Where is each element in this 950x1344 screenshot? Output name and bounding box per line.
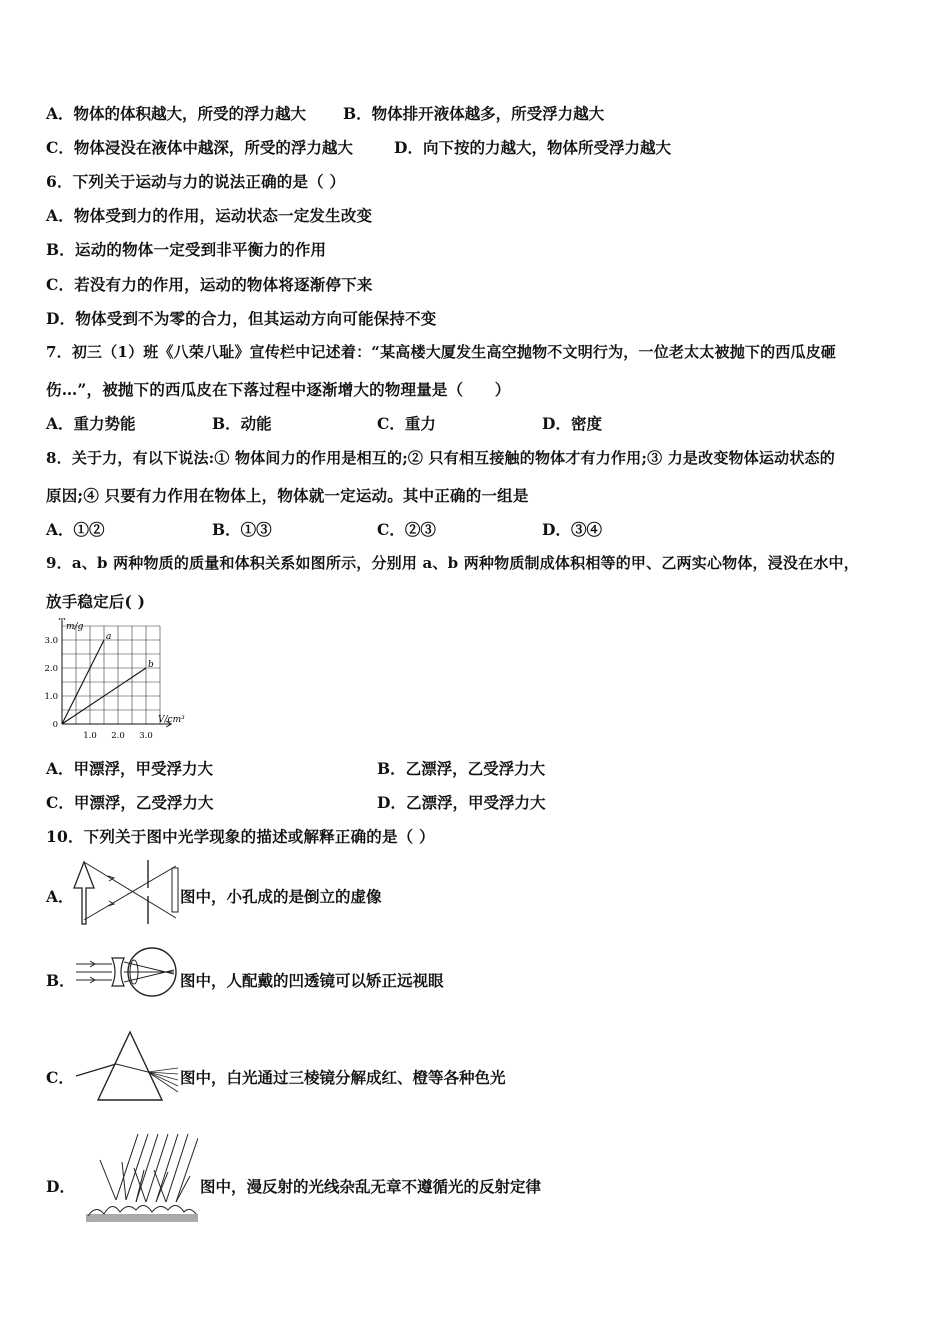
- q8-option-c: C．②③: [377, 520, 436, 539]
- q10-option-a-label: A．: [46, 887, 74, 906]
- chart-x-axis-label: V/cm³: [158, 715, 185, 725]
- q5-option-b: B．物体排开液体越多，所受浮力越大: [343, 104, 605, 123]
- q10-option-d-text: 图中，漫反射的光线杂乱无章不遵循光的反射定律: [200, 1177, 542, 1196]
- q8-option-a: A．①②: [46, 520, 105, 539]
- series-label-a: a: [106, 632, 112, 642]
- q9-option-b: B．乙漂浮，乙受浮力大: [377, 759, 546, 778]
- q7-stem-line2: 伤…”，被抛下的西瓜皮在下落过程中逐渐增大的物理量是（ ）: [46, 380, 511, 399]
- x-tick-label: 1.0: [83, 731, 97, 741]
- q7-stem-line1: 7．初三（1）班《八荣八耻》宣传栏中记述着：“某高楼大厦发生高空抛物不文明行为，一位老太太被抛下的西瓜皮砸: [46, 343, 837, 361]
- q5-option-c: C．物体浸没在液体中越深，所受的浮力越大: [46, 138, 353, 157]
- q8-stem-line2: 原因;④ 只要有力作用在物体上，物体就一定运动。其中正确的一组是: [46, 486, 529, 505]
- q6-option-b: B．运动的物体一定受到非平衡力的作用: [46, 240, 327, 259]
- prism-diagram: [72, 1028, 182, 1108]
- q8-option-d: D．③④: [542, 520, 602, 539]
- q8-option-b: B．①③: [212, 520, 272, 539]
- q7-option-c: C．重力: [377, 414, 436, 433]
- q9-option-c: C．甲漂浮，乙受浮力大: [46, 793, 214, 812]
- y-tick-label: 3.0: [44, 636, 58, 646]
- q9-stem-line2: 放手稳定后( ): [46, 592, 146, 611]
- q9-option-d: D．乙漂浮，甲受浮力大: [377, 793, 546, 812]
- concave-lens-icon: [112, 958, 124, 986]
- x-tick-label: 2.0: [111, 731, 125, 741]
- q5-option-a: A．物体的体积越大，所受的浮力越大: [46, 104, 307, 123]
- pinhole-diagram: [72, 858, 182, 926]
- q7-option-d: D．密度: [542, 414, 602, 433]
- q6-stem: 6．下列关于运动与力的说法正确的是（ ）: [46, 172, 346, 191]
- q6-option-d: D．物体受到不为零的合力，但其运动方向可能保持不变: [46, 309, 437, 328]
- y-tick-label: 1.0: [44, 692, 58, 702]
- q10-option-c-text: 图中，白光通过三棱镜分解成红、橙等各种色光: [180, 1068, 506, 1087]
- diffuse-reflection-diagram: [86, 1130, 198, 1222]
- q6-option-c: C．若没有力的作用，运动的物体将逐渐停下来: [46, 275, 373, 294]
- q10-option-b-text: 图中，人配戴的凹透镜可以矫正远视眼: [180, 971, 444, 990]
- q8-stem-line1: 8．关于力，有以下说法:① 物体间力的作用是相互的;② 只有相互接触的物体才有力作用;③ 力是改变物体运动状态的: [46, 449, 835, 467]
- q10-option-a-text: 图中，小孔成的是倒立的虚像: [180, 887, 382, 906]
- q10-option-d-label: D．: [46, 1177, 75, 1196]
- q9-stem-line1: 9．a、b 两种物质的质量和体积关系如图所示，分别用 a、b 两种物质制成体积相等的甲、乙两实心物体，浸没在水中，: [46, 554, 859, 572]
- q9-option-a: A．甲漂浮，甲受浮力大: [46, 759, 214, 778]
- q7-option-b: B．动能: [212, 414, 272, 433]
- x-tick-label: 3.0: [139, 731, 153, 741]
- q10-option-b-label: B．: [46, 971, 75, 990]
- q5-option-d: D．向下按的力越大，物体所受浮力越大: [394, 138, 671, 157]
- y-tick-label: 0: [52, 720, 58, 730]
- q6-option-a: A．物体受到力的作用，运动状态一定发生改变: [46, 206, 373, 225]
- object-arrow-icon: [74, 862, 94, 924]
- q10-stem: 10．下列关于图中光学现象的描述或解释正确的是（ ）: [46, 827, 435, 846]
- q7-option-a: A．重力势能: [46, 414, 136, 433]
- mass-volume-chart: [40, 618, 210, 746]
- q10-option-c-label: C．: [46, 1068, 74, 1087]
- chart-y-axis-label: m/g: [66, 622, 84, 632]
- y-tick-label: 2.0: [44, 664, 58, 674]
- series-label-b: b: [148, 660, 154, 670]
- concave-lens-eye-diagram: [72, 944, 182, 1000]
